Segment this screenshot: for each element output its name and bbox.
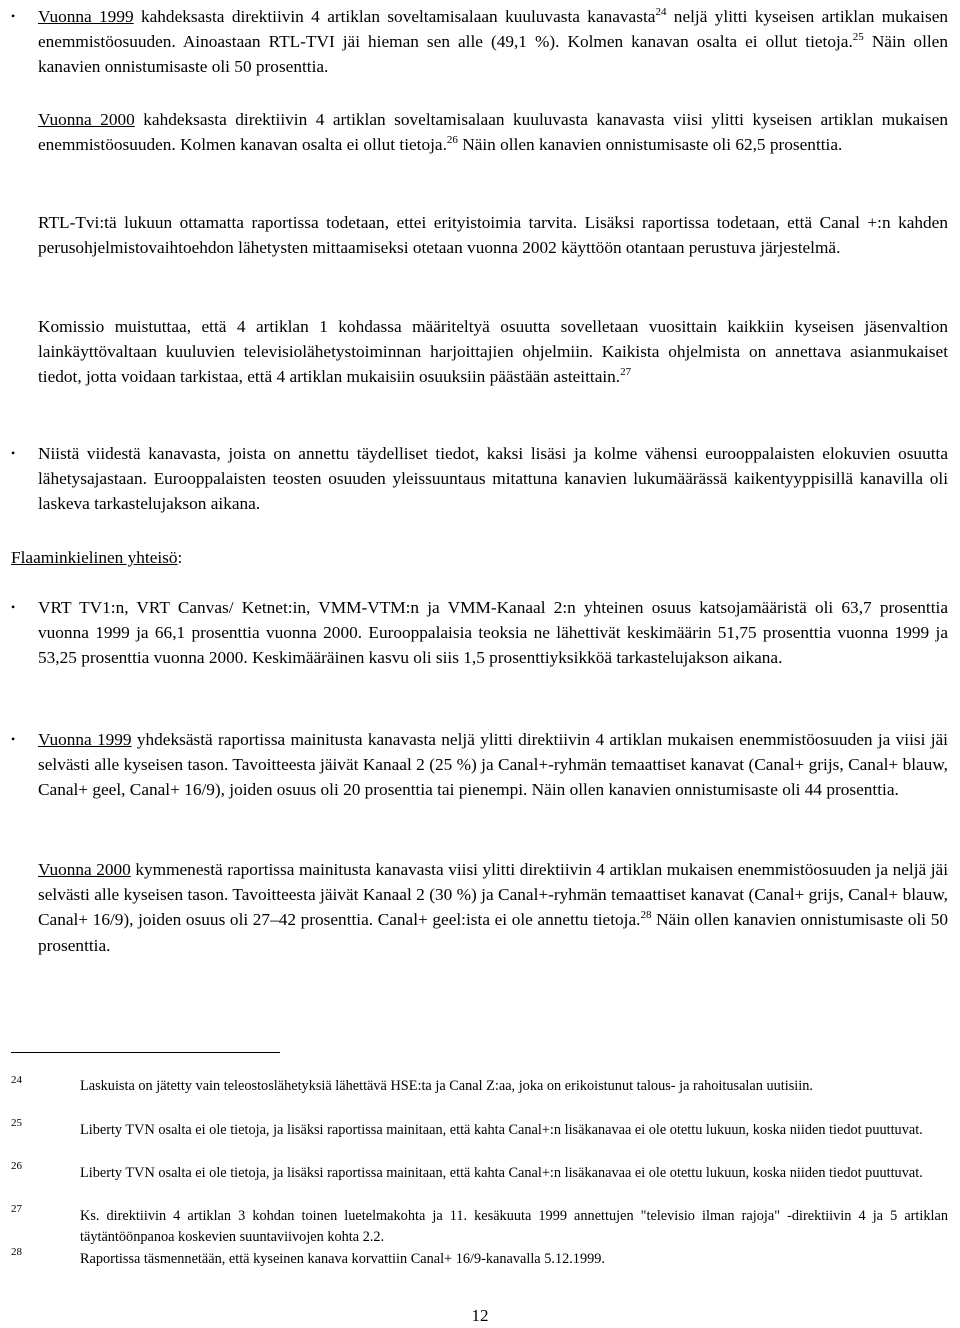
paragraph-2000-french bbox=[38, 107, 948, 157]
text-run: : bbox=[177, 548, 183, 567]
text-run: VRT TV1:n, VRT Canvas/ Ketnet:in, VMM-VTM:n ja VMM-Kanaal 2:n yhteinen osuus katsojamääristä oli 63,7 prosenttia vuonna 1999 ja 66,1 prosenttia vuonna 2000. Eurooppalaisia teoksia ne lähettivät keskimäärin 51,75 prosenttia vuonna 1999 ja 53,25 prosenttia vuonna 2000. Keskimääräinen kasvu oli siis 1,5 prosenttiyksikköä tarkastelujakson aikana. bbox=[38, 598, 948, 668]
footnote-number: 26 bbox=[11, 1160, 22, 1172]
page-number: 12 bbox=[471, 1306, 489, 1325]
text-run: Näin ollen kanavien onnistumisaste oli 62,5 prosenttia. bbox=[457, 135, 843, 155]
footnote-ref: 27 bbox=[620, 366, 632, 379]
paragraph-1999-flemish bbox=[38, 727, 948, 803]
footnote-text: Ks. direktiivin 4 artiklan 3 kohdan toinen luetelmakohta ja 11. kesäkuuta 1999 annettujen "televisio ilman rajoja" -direktiivin 4 ja 5 artiklan täytäntöönpanoa koskevien suuntaviivojen kohta 2.2. bbox=[80, 1208, 948, 1245]
text-run: kahdeksasta direktiivin 4 artiklan soveltamisalaan kuuluvasta kanavasta bbox=[133, 7, 656, 26]
footnote-text: Liberty TVN osalta ei ole tietoja, ja lisäksi raportissa mainitaan, että kahta Canal+:n lisäkanavaa ei ole otettu lukuun, koska niiden tiedot puuttuvat. bbox=[80, 1122, 923, 1138]
text-run: RTL-Tvi:tä lukuun ottamatta raportissa todetaan, ettei erityistoimia tarvita. Lisäksi raportissa todetaan, että Canal +:n kahden perusohjelmistovaihtoehdon lähetysten mittaamiseksi otetaan vuonna 2002 käyttöön otantaan perustuva järjestelmä. bbox=[38, 213, 948, 258]
text-run: Komissio muistuttaa, että 4 artiklan 1 kohdassa määriteltyä osuutta sovelletaan vuosittain kaikkiin kyseisen jäsenvaltion lainkäyttövaltaan kuuluvien televisiolähetystoiminnan harjoittajien ohjelmiin. Kaikista ohjelmista on annettava asianmukaiset tiedot, jotta voidaan tarkistaa, että 4 artiklan mukaisiin osuuksiin päästään asteittain. bbox=[38, 317, 948, 387]
footnote-ref: 24 bbox=[655, 6, 667, 18]
paragraph-2000-flemish bbox=[38, 857, 948, 958]
paragraph-vrt-share bbox=[38, 595, 948, 671]
footnote-ref: 26 bbox=[446, 134, 458, 147]
bullet-icon: • bbox=[11, 600, 16, 614]
text-run: kahdeksasta direktiivin 4 artiklan soveltamisalaan kuuluvasta kanavasta viisi ylitti kyseisen artiklan mukaisen enemmistöosuuden. Kolmen kanavan osalta ei ollut tietoja. bbox=[38, 110, 948, 155]
text-run: Näin ollen kanavien onnistumisaste oli 50 prosenttia. bbox=[38, 32, 948, 77]
text-run: Näin ollen kanavien onnistumisaste oli 50 prosenttia. bbox=[38, 910, 948, 955]
footnote-ref: 28 bbox=[640, 909, 652, 922]
underlined-text: Flaaminkielinen yhteisö bbox=[11, 548, 178, 567]
underlined-text: Vuonna 1999 bbox=[38, 7, 134, 26]
footnote-number: 24 bbox=[11, 1074, 22, 1086]
text-run: neljä ylitti kyseisen artiklan mukaisen enemmistöosuuden. Ainoastaan RTL-TVI jäi hieman sen alle (49,1 %). Kolmen kanavan osalta ei ollut tietoja. bbox=[38, 7, 949, 52]
footnote-number: 25 bbox=[11, 1117, 22, 1129]
paragraph-five-channels bbox=[38, 441, 948, 517]
paragraph-rtl-tvi bbox=[38, 210, 948, 260]
bullet-icon: • bbox=[11, 9, 16, 23]
underlined-text: Vuonna 1999 bbox=[38, 730, 132, 749]
bullet-icon: • bbox=[11, 732, 16, 746]
footnote-number: 27 bbox=[11, 1203, 22, 1215]
footnote-separator bbox=[11, 1052, 280, 1053]
text-run: yhdeksästä raportissa mainitusta kanavasta neljä ylitti direktiivin 4 artiklan mukaisen enemmistöosuuden ja viisi jäi selvästi alle kyseisen tason. Tavoitteesta jäivät Kanaal 2 (25 %) ja Canal+-ryhmän temaattiset kanavat (Canal+ grijs, Canal+ blauw, Canal+ geel, Canal+ 16/9), joiden osuus oli 20 prosenttia tai pienempi. Näin ollen kanavien onnistumisaste oli 44 prosenttia. bbox=[38, 730, 948, 800]
bullet-icon: • bbox=[11, 446, 16, 460]
text-run: Niistä viidestä kanavasta, joista on annettu täydelliset tiedot, kaksi lisäsi ja kolme vähensi eurooppalaisten elokuvien osuutta lähetysajastaan. Eurooppalaisten teosten osuuden yleissuuntaus mitattuna kanavien lukumäärässä kaikentyyppisillä kanavilla oli laskeva tarkastelujakson aikana. bbox=[38, 444, 948, 514]
footnote-text: Liberty TVN osalta ei ole tietoja, ja lisäksi raportissa mainitaan, että kahta Canal+:n lisäkanavaa ei ole otettu lukuun, koska niiden tiedot puuttuvat. bbox=[80, 1165, 923, 1181]
paragraph-1999-french bbox=[38, 4, 948, 80]
text-run: kymmenestä raportissa mainitusta kanavasta viisi ylitti direktiivin 4 artiklan mukaisen enemmistöosuuden ja neljä jäi selvästi alle kyseisen tason. Tavoitteesta jäivät Kanaal 2 (30 %) ja Canal+-ryhmän temaattiset kanavat (Canal+ grijs, Canal+ blauw, Canal+ 16/9), joiden osuus oli 27–42 prosenttia. Canal+ geel:ista ei ole annettu tietoja. bbox=[38, 860, 948, 930]
footnote-text: Laskuista on jätetty vain teleostoslähetyksiä lähettävä HSE:ta ja Canal Z:aa, joka on erikoistunut talous- ja rahoitusalan uutisiin. bbox=[80, 1078, 813, 1094]
footnote-text: Raportissa täsmennetään, että kyseinen kanava korvattiin Canal+ 16/9-kanavalla 5.12.1999. bbox=[80, 1251, 605, 1267]
section-heading-flemish bbox=[11, 545, 948, 570]
footnote-ref: 25 bbox=[852, 31, 864, 44]
underlined-text: Vuonna 2000 bbox=[38, 110, 135, 129]
paragraph-commission-reminder bbox=[38, 314, 948, 390]
underlined-text: Vuonna 2000 bbox=[38, 860, 131, 879]
footnote-number: 28 bbox=[11, 1246, 22, 1258]
